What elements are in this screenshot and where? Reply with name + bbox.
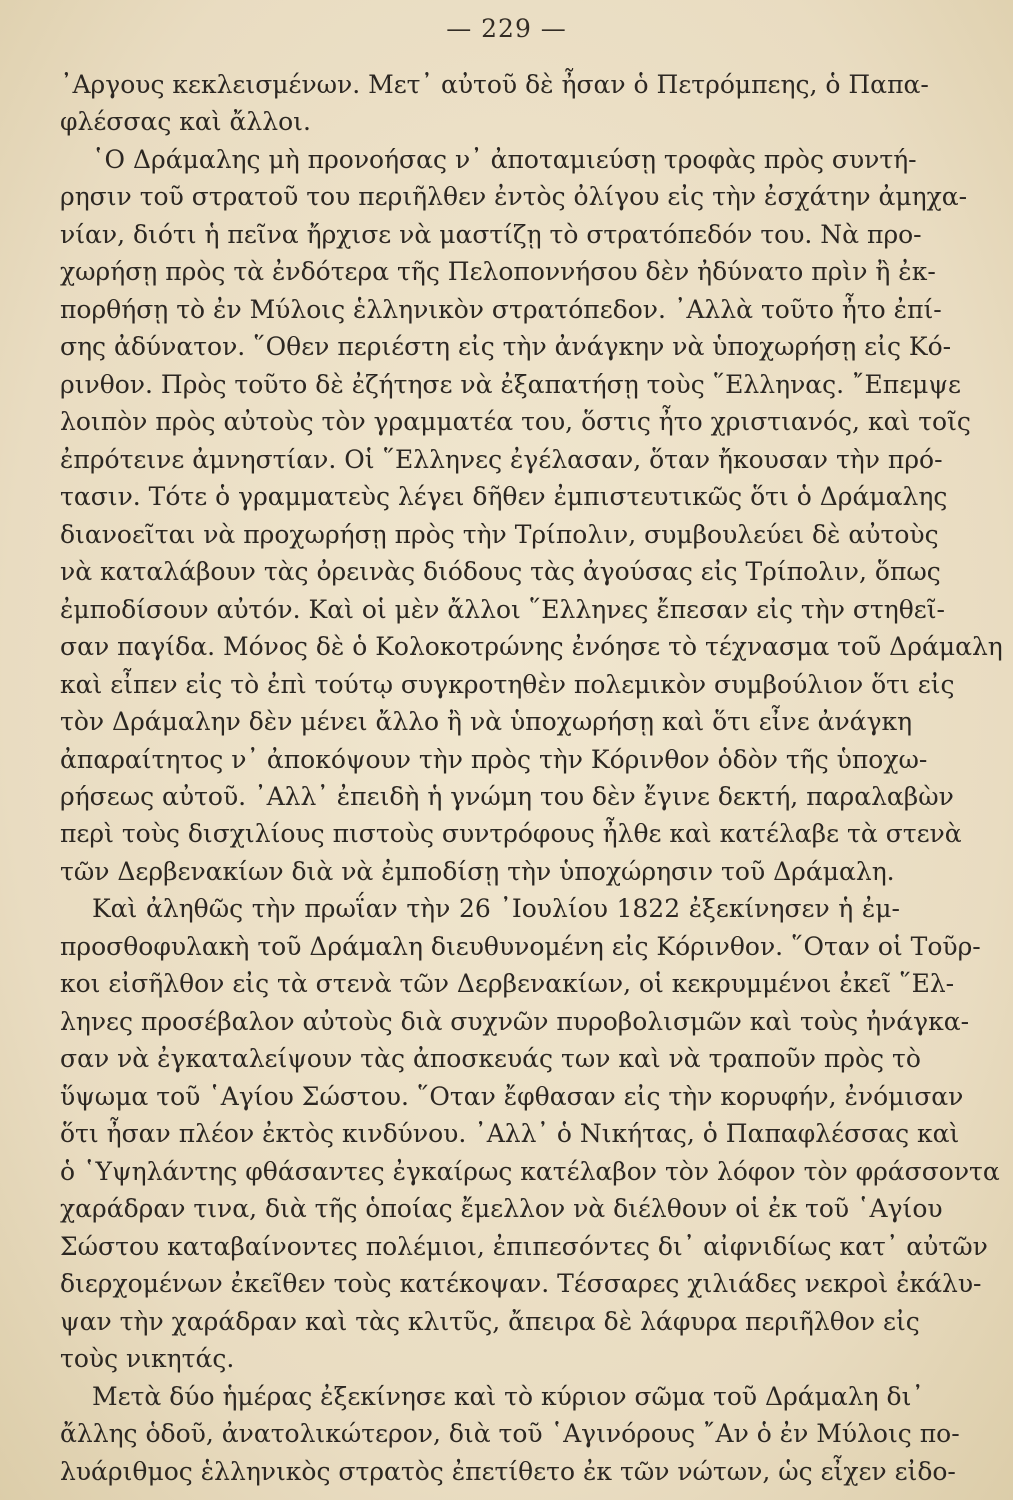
text-line: προσθοφυλακὴ τοῦ Δράμαλη διευθυνομένη εἰς Κόρινθον. ῞Οταν οἱ Τοῦρ- bbox=[60, 931, 981, 961]
text-line: πορθήσῃ τὸ ἐν Μύλοις ἑλληνικὸν στρατόπεδον. ᾿Αλλὰ τοῦτο ἦτο ἐπί- bbox=[60, 294, 942, 324]
text-line: ὕψωμα τοῦ ῾Αγίου Σώστου. ῞Οταν ἔφθασαν εἰς τὴν κορυφήν, ἐνόμισαν bbox=[60, 1081, 964, 1111]
text-line: ὁ ῾Υψηλάντης φθάσαντες ἐγκαίρως κατέλαβον τὸν λόφον τὸν φράσσοντα bbox=[60, 1156, 1000, 1186]
text-line: χωρήσῃ πρὸς τὰ ἐνδότερα τῆς Πελοποννήσου δὲν ἠδύνατο πρὶν ἢ ἐκ- bbox=[60, 257, 936, 287]
text-line: ρησιν τοῦ στρατοῦ του περιῆλθεν ἐντὸς ὀλίγου εἰς τὴν ἐσχάτην ἀμηχα- bbox=[60, 182, 968, 212]
text-line: διερχομένων ἐκεῖθεν τοὺς κατέκοψαν. Τέσσαρες χιλιάδες νεκροὶ ἐκάλυ- bbox=[60, 1269, 982, 1299]
text-line: ληνες προσέβαλον αὐτοὺς διὰ συχνῶν πυροβολισμῶν καὶ τοὺς ἠνάγκα- bbox=[60, 1006, 970, 1036]
text-line: ᾿Αργους κεκλεισμένων. Μετ᾿ αὐτοῦ δὲ ἦσαν ὁ Πετρόμπεης, ὁ Παπα- bbox=[60, 70, 929, 99]
text-line: νὰ καταλάβουν τὰς ὀρεινὰς διόδους τὰς ἀγούσας εἰς Τρίπολιν, ὅπως bbox=[60, 557, 941, 587]
text-line: χαράδραν τινα, διὰ τῆς ὁποίας ἔμελλον νὰ διέλθουν οἱ ἐκ τοῦ ῾Αγίου bbox=[60, 1194, 943, 1224]
text-line: λυάριθμος ἑλληνικὸς στρατὸς ἐπετίθετο ἐκ τῶν νώτων, ὡς εἶχεν εἰδο- bbox=[60, 1456, 956, 1486]
text-line: ὅτι ἦσαν πλέον ἐκτὸς κινδύνου. ᾿Αλλ᾿ ὁ Νικήτας, ὁ Παπαφλέσσας καὶ bbox=[60, 1119, 960, 1149]
text-line: ἐμποδίσουν αὐτόν. Καὶ οἱ μὲν ἄλλοι ῞Ελληνες ἔπεσαν εἰς τὴν στηθεῖ- bbox=[60, 594, 945, 624]
text-line: ρήσεως αὐτοῦ. ᾿Αλλ᾿ ἐπειδὴ ἡ γνώμη του δὲν ἔγινε δεκτή, παραλαβὼν bbox=[60, 782, 954, 811]
paragraph-start-line: ῾Ο Δράμαλης μὴ προνοήσας ν᾿ ἀποταμιεύσῃ τροφὰς πρὸς συντή- bbox=[92, 144, 917, 174]
paragraph-start-line: Μετὰ δύο ἡμέρας ἐξεκίνησε καὶ τὸ κύριον σῶμα τοῦ Δράμαλη δι᾿ bbox=[92, 1381, 924, 1411]
text-line: διανοεῖται νὰ προχωρήσῃ πρὸς τὴν Τρίπολιν, συμβουλεύει δὲ αὐτοὺς bbox=[60, 519, 939, 549]
text-line: τοὺς νικητάς. bbox=[60, 1344, 235, 1374]
text-line: ἄλλης ὁδοῦ, ἀνατολικώτερον, διὰ τοῦ ῾Αγινόρους ῎Αν ὁ ἐν Μύλοις πο- bbox=[60, 1419, 960, 1449]
text-line: Σώστου καταβαίνοντες πολέμιοι, ἐπιπεσόντες δι᾿ αἰφνιδίως κατ᾿ αὐτῶν bbox=[60, 1231, 988, 1261]
page-number: — 229 — bbox=[446, 14, 567, 43]
paragraph-start-line: Καὶ ἀληθῶς τὴν πρωΐαν τὴν 26 ᾿Ιουλίου 1822 ἐξεκίνησεν ἡ ἐμ- bbox=[92, 894, 900, 924]
text-line: σαν παγίδα. Μόνος δὲ ὁ Κολοκοτρώνης ἐνόησε τὸ τέχνασμα τοῦ Δράμαλη bbox=[60, 632, 1003, 662]
text-line: νίαν, διότι ἡ πεῖνα ἤρχισε νὰ μαστίζῃ τὸ στρατόπεδόν του. Νὰ προ- bbox=[60, 219, 922, 249]
text-line: ψαν τὴν χαράδραν καὶ τὰς κλιτῦς, ἄπειρα δὲ λάφυρα περιῆλθον εἰς bbox=[60, 1306, 920, 1336]
text-line: καὶ εἶπεν εἰς τὸ ἐπὶ τούτῳ συγκροτηθὲν πολεμικὸν συμβούλιον ὅτι εἰς bbox=[60, 669, 955, 699]
text-line: ρινθον. Πρὸς τοῦτο δὲ ἐζήτησε νὰ ἐξαπατήσῃ τοὺς ῞Ελληνας. ῎Επεμψε bbox=[60, 369, 961, 399]
text-line: λοιπὸν πρὸς αὐτοὺς τὸν γραμματέα του, ὅστις ἦτο χριστιανός, καὶ τοῖς bbox=[60, 407, 971, 437]
text-line: τὸν Δράμαλην δὲν μένει ἄλλο ἢ νὰ ὑποχωρήσῃ καὶ ὅτι εἶνε ἀνάγκη bbox=[60, 707, 913, 737]
text-line: τασιν. Τότε ὁ γραμματεὺς λέγει δῆθεν ἐμπιστευτικῶς ὅτι ὁ Δράμαλης bbox=[60, 482, 948, 512]
text-line: περὶ τοὺς δισχιλίους πιστοὺς συντρόφους ἦλθε καὶ κατέλαβε τὰ στενὰ bbox=[60, 819, 962, 849]
text-line: φλέσσας καὶ ἄλλοι. bbox=[60, 107, 311, 137]
text-line: σαν νὰ ἐγκαταλείψουν τὰς ἀποσκευάς των καὶ νὰ τραποῦν πρὸς τὸ bbox=[60, 1044, 921, 1074]
text-line: κοι εἰσῆλθον εἰς τὰ στενὰ τῶν Δερβενακίων, οἱ κεκρυμμένοι ἐκεῖ ῞Ελ- bbox=[60, 969, 955, 999]
text-line: τῶν Δερβενακίων διὰ νὰ ἐμποδίσῃ τὴν ὑποχώρησιν τοῦ Δράμαλη. bbox=[60, 856, 895, 886]
text-line: σης ἀδύνατον. ῞Οθεν περιέστη εἰς τὴν ἀνάγκην νὰ ὑποχωρήσῃ εἰς Κό- bbox=[60, 332, 952, 362]
text-line: ἀπαραίτητος ν᾿ ἀποκόψουν τὴν πρὸς τὴν Κόρινθον ὁδὸν τῆς ὑποχω- bbox=[60, 744, 928, 774]
text-line: ἐπρότεινε ἀμνηστίαν. Οἱ ῞Ελληνες ἐγέλασαν, ὅταν ἤκουσαν τὴν πρό- bbox=[60, 444, 943, 474]
